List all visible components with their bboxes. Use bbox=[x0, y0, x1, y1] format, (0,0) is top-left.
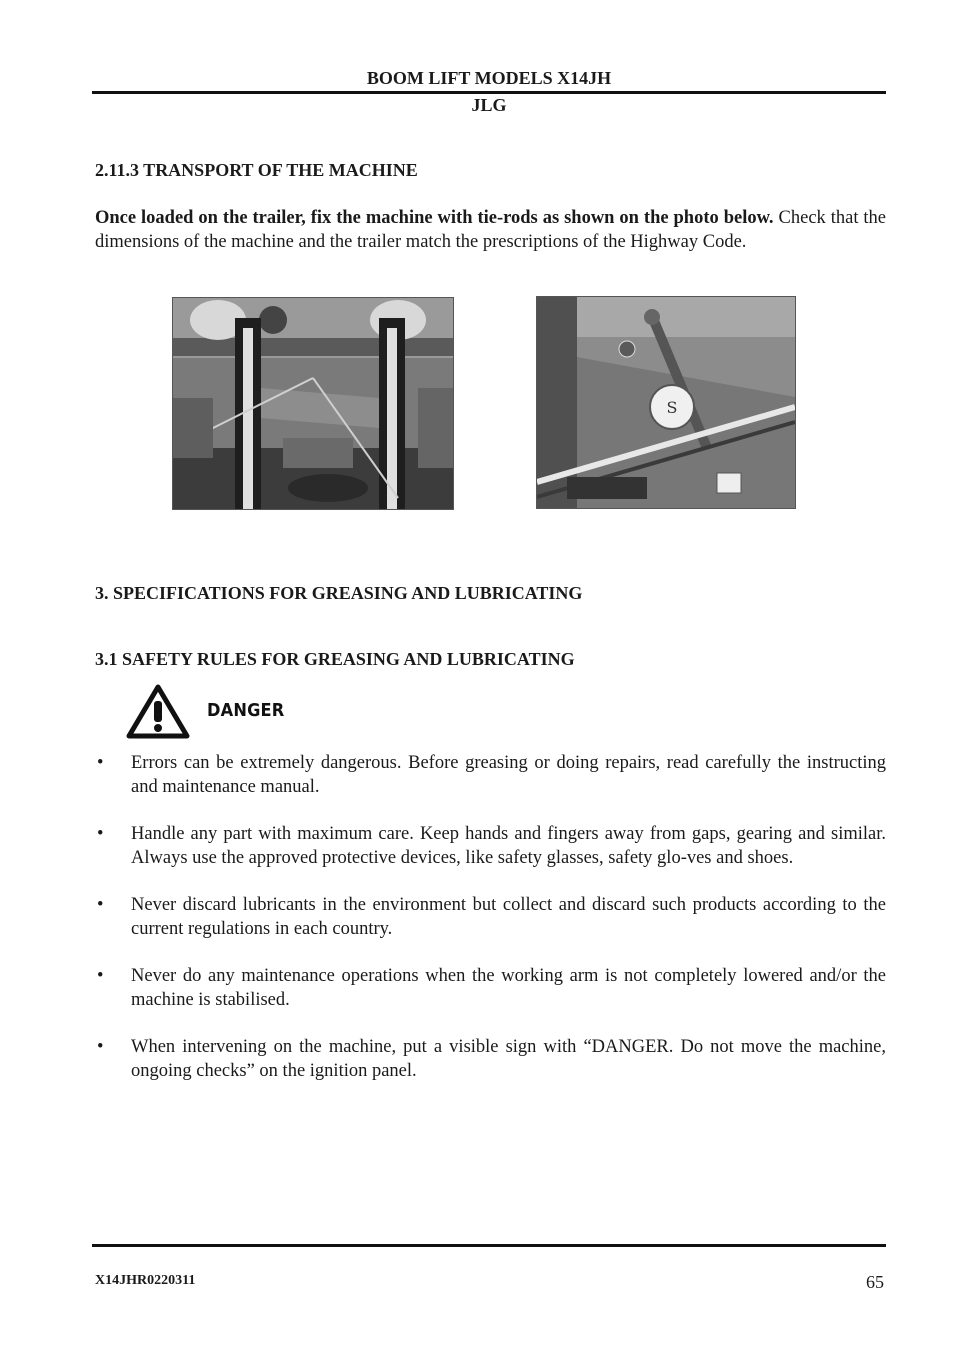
warning-triangle-icon bbox=[126, 684, 190, 740]
list-item-text: Handle any part with maximum care. Keep hands and fingers away from gaps, gearing and similar. Always use the approved protective devices, like safety glasses, safety glo-ves and shoes. bbox=[131, 824, 886, 868]
list-item-text: Errors can be extremely dangerous. Before greasing or doing repairs, read carefully the instructing and maintenance manual. bbox=[131, 753, 886, 797]
list-item bbox=[95, 751, 886, 799]
transport-paragraph bbox=[95, 206, 886, 254]
list-item-text: Never discard lubricants in the environment but collect and discard such products according to the current regulations in each country. bbox=[131, 895, 886, 939]
list-item bbox=[95, 1035, 886, 1083]
list-item bbox=[95, 964, 886, 1012]
transport-intro-text: Check that the dimensions of the machine and the trailer match the prescriptions of the Highway Code. bbox=[95, 208, 887, 252]
section-heading-transport: 2.11.3 TRANSPORT OF THE MACHINE bbox=[95, 160, 418, 180]
safety-rules-list bbox=[95, 751, 886, 1106]
footer-doc-code: X14JHR0220311 bbox=[95, 1273, 196, 1288]
header-rule bbox=[92, 91, 886, 94]
list-item bbox=[95, 893, 886, 941]
list-item bbox=[95, 822, 886, 870]
transport-intro-bold: Once loaded on the trailer, fix the machine with tie-rods as shown on the photo below. bbox=[95, 208, 774, 228]
page-number: 65 bbox=[866, 1272, 884, 1292]
bullet-icon: • bbox=[97, 966, 104, 986]
footer-rule bbox=[92, 1244, 886, 1247]
header-subtitle: JLG bbox=[471, 95, 507, 115]
photo-trailer-front bbox=[172, 297, 454, 510]
danger-label: DANGER bbox=[207, 700, 285, 721]
svg-text:S: S bbox=[666, 398, 678, 417]
section-heading-specs: 3. SPECIFICATIONS FOR GREASING AND LUBRICATING bbox=[95, 583, 583, 603]
danger-warning-block bbox=[126, 684, 190, 740]
list-item-text: When intervening on the machine, put a visible sign with “DANGER. Do not move the machine, ongoing checks” on the ignition panel. bbox=[131, 1037, 886, 1081]
section-heading-safety: 3.1 SAFETY RULES FOR GREASING AND LUBRICATING bbox=[95, 649, 575, 669]
photo-tie-rod-detail bbox=[536, 296, 796, 509]
list-item-text: Never do any maintenance operations when the working arm is not completely lowered and/or the machine is stabilised. bbox=[131, 966, 886, 1010]
bullet-icon: • bbox=[97, 895, 104, 915]
header-title: BOOM LIFT MODELS X14JH bbox=[366, 68, 612, 88]
bullet-icon: • bbox=[97, 824, 104, 844]
bullet-icon: • bbox=[97, 1037, 104, 1057]
bullet-icon: • bbox=[97, 753, 104, 773]
